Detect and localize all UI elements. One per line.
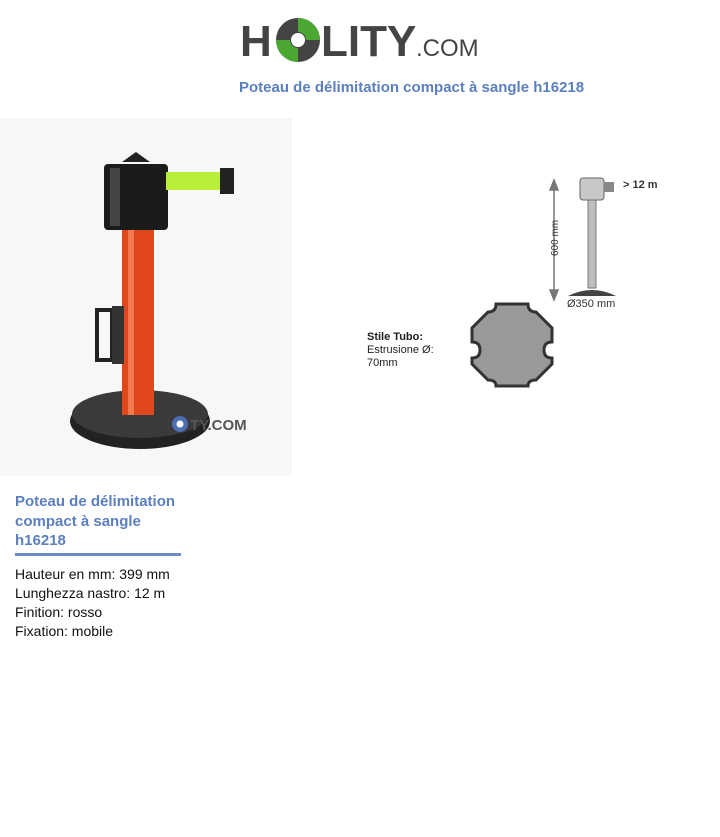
tube-style-title: Stile Tubo: xyxy=(367,331,424,343)
height-label: 600 mm xyxy=(550,219,561,256)
photo-watermark: TY.COM xyxy=(190,417,247,434)
post-drawing xyxy=(568,178,616,296)
tube-style-line2: 70mm xyxy=(367,357,398,369)
spec-height: Hauteur en mm: 399 mm xyxy=(15,566,170,582)
base-diameter-label: Ø350 mm xyxy=(567,298,616,310)
logo-suffix: .COM xyxy=(416,35,479,62)
technical-diagram xyxy=(360,128,670,390)
page-title: Poteau de délimitation compact à sangle h16218 xyxy=(239,79,585,96)
spec-strap-length: Lunghezza nastro: 12 m xyxy=(15,585,166,601)
tube-style-line1: Estrusione Ø: xyxy=(367,344,434,356)
spec-finish: Finition: rosso xyxy=(15,604,103,620)
strap-length-label: > 12 m xyxy=(623,179,658,191)
product-title: Poteau de délimitation compact à sangle h16218 xyxy=(15,493,176,549)
holity-logo xyxy=(240,12,490,68)
tube-cross-section xyxy=(472,304,552,386)
logo-middle: LITY xyxy=(321,17,417,66)
product-photo xyxy=(0,118,292,476)
spec-fixation: Fixation: mobile xyxy=(15,623,114,639)
spec-list xyxy=(15,565,170,641)
logo-o-emblem xyxy=(276,18,320,62)
logo-prefix: H xyxy=(240,17,272,66)
title-divider xyxy=(15,553,181,556)
